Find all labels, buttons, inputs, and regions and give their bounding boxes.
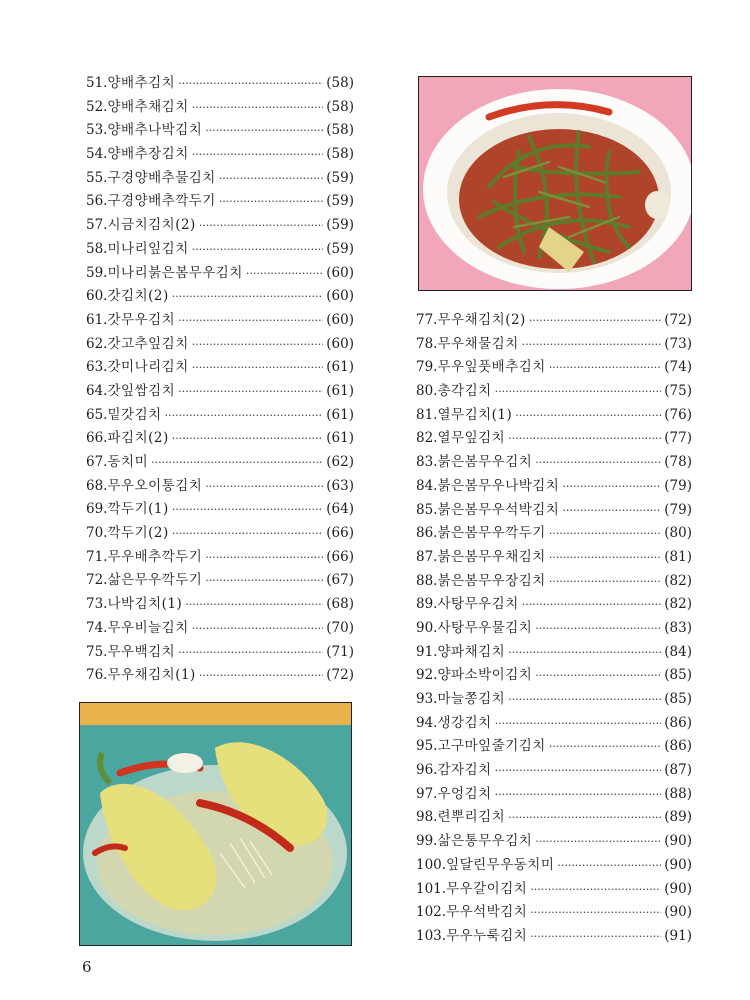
toc-dot-leader (530, 925, 661, 949)
toc-entry-title: 사탕무우물김치 (437, 619, 533, 636)
toc-entry (86, 380, 354, 404)
toc-entry-number: 69. (86, 501, 108, 518)
toc-entry (416, 783, 692, 807)
toc-entry-page: (82) (664, 572, 692, 589)
toc-dot-leader (495, 712, 662, 736)
toc-dot-leader (178, 380, 323, 404)
toc-dot-leader (549, 522, 661, 546)
toc-entry (86, 190, 354, 214)
toc-dot-leader (192, 617, 324, 641)
toc-entry-page: (81) (664, 548, 692, 565)
toc-entry (86, 262, 354, 286)
toc-entry-page: (72) (664, 312, 692, 328)
top-food-photo (418, 76, 692, 291)
toc-entry-title: 무우채물김치 (437, 335, 519, 352)
toc-entry (86, 664, 354, 688)
toc-entry-page: (68) (326, 596, 354, 613)
toc-entry-title: 우엉김치 (437, 785, 492, 802)
toc-entry-page: (84) (664, 643, 692, 660)
toc-entry-title: 구경양배추깍두기 (107, 193, 216, 210)
toc-dot-leader (495, 783, 662, 807)
toc-entry-number: 93. (416, 691, 438, 707)
toc-entry-number: 62. (86, 335, 108, 352)
toc-dot-leader (549, 356, 661, 380)
toc-entry (86, 119, 354, 143)
toc-dot-leader (522, 593, 662, 617)
toc-entry-title: 무우비늘김치 (107, 619, 189, 636)
toc-entry-title: 양배추나박김치 (107, 122, 203, 139)
toc-entry-number: 60. (86, 288, 108, 305)
toc-entry-number: 57. (86, 217, 108, 234)
toc-entry-number: 97. (416, 785, 438, 802)
toc-entry-number: 56. (86, 193, 108, 210)
toc-entry-page: (79) (664, 477, 692, 494)
toc-entry-title: 무우채김치(1) (107, 667, 196, 684)
toc-entry (86, 451, 354, 475)
toc-entry (86, 546, 354, 570)
toc-dot-leader (529, 309, 661, 333)
toc-entry-number: 85. (416, 501, 438, 518)
toc-entry-title: 무우오이통김치 (107, 477, 203, 494)
toc-entry-title: 양파소박이김치 (437, 667, 533, 684)
toc-entry-number: 96. (416, 762, 438, 779)
toc-entry-title: 무우누룩김치 (446, 927, 528, 944)
toc-entry-number: 54. (86, 146, 108, 163)
toc-entry-page: (73) (664, 335, 692, 352)
toc-dot-leader (192, 96, 324, 120)
toc-dot-leader (530, 901, 661, 925)
toc-dot-leader (530, 878, 661, 902)
toc-entry-title: 무우백김치 (107, 643, 176, 660)
toc-entry-number: 100. (416, 856, 447, 873)
toc-dot-leader (192, 238, 324, 262)
toc-entry-number: 64. (86, 382, 108, 399)
toc-entry (416, 380, 692, 404)
toc-entry-title: 고구마잎줄기김치 (437, 738, 546, 755)
toc-entry-number: 51. (86, 75, 108, 91)
toc-entry-page: (64) (326, 501, 354, 518)
toc-entry-title: 양배추채김치 (107, 98, 189, 115)
toc-dot-leader (192, 356, 324, 380)
toc-entry-page: (61) (326, 382, 354, 399)
toc-entry-number: 103. (416, 927, 447, 944)
toc-entry-number: 83. (416, 454, 438, 471)
toc-entry-page: (58) (326, 75, 354, 91)
toc-entry-number: 102. (416, 904, 447, 921)
toc-dot-leader (508, 688, 661, 712)
toc-entry-title: 무우배추깍두기 (107, 548, 203, 565)
toc-entry-page: (67) (326, 572, 354, 589)
toc-column-left (86, 72, 354, 688)
toc-entry-page: (60) (326, 264, 354, 281)
toc-entry-number: 87. (416, 548, 438, 565)
toc-dot-leader (199, 214, 323, 238)
toc-entry-page: (90) (664, 833, 692, 850)
toc-entry (86, 214, 354, 238)
toc-dot-leader (508, 427, 661, 451)
toc-entry-number: 66. (86, 430, 108, 447)
toc-entry-page: (86) (664, 738, 692, 755)
toc-entry-page: (74) (664, 359, 692, 376)
toc-entry (416, 333, 692, 357)
orange-cloth (80, 703, 351, 725)
toc-entry-title: 양파채김치 (437, 643, 506, 660)
toc-entry (86, 333, 354, 357)
toc-entry-number: 82. (416, 430, 438, 447)
toc-dot-leader (535, 617, 661, 641)
toc-entry-number: 95. (416, 738, 438, 755)
toc-entry-page: (80) (664, 525, 692, 542)
toc-entry-title: 갓김치(2) (107, 288, 169, 305)
toc-entry-number: 58. (86, 240, 108, 257)
garlic-slice (167, 753, 203, 773)
toc-entry-title: 동치미 (107, 454, 149, 470)
toc-entry-page: (85) (664, 691, 692, 707)
toc-entry (86, 475, 354, 499)
toc-entry (416, 475, 692, 499)
toc-entry (416, 617, 692, 641)
toc-entry-title: 붉은봄무우장김치 (437, 572, 546, 589)
toc-dot-leader (151, 451, 323, 475)
toc-entry (86, 593, 354, 617)
toc-entry-title: 양배추장김치 (107, 146, 189, 163)
toc-dot-leader (535, 664, 661, 688)
toc-entry-title: 붉은봄무우나박김치 (437, 477, 560, 494)
toc-entry-title: 붉은봄무우김치 (437, 454, 533, 471)
toc-entry-title: 붉은봄무우석박김치 (437, 501, 560, 518)
toc-entry (416, 356, 692, 380)
toc-entry (416, 664, 692, 688)
toc-entry (416, 854, 692, 878)
toc-entry (416, 641, 692, 665)
toc-entry-page: (90) (664, 880, 692, 897)
toc-entry (416, 806, 692, 830)
toc-entry-number: 84. (416, 477, 438, 494)
toc-entry-number: 65. (86, 406, 108, 423)
toc-entry-page: (77) (664, 430, 692, 447)
toc-entry (86, 356, 354, 380)
toc-entry-page: (79) (664, 501, 692, 518)
toc-entry-number: 68. (86, 477, 108, 494)
toc-entry-number: 99. (416, 833, 438, 850)
toc-entry-page: (59) (326, 193, 354, 210)
toc-dot-leader (165, 404, 324, 428)
toc-entry-title: 붉은봄무우깍두기 (437, 525, 546, 542)
toc-dot-leader (535, 451, 661, 475)
toc-dot-leader (562, 475, 661, 499)
toc-entry (416, 688, 692, 712)
toc-dot-leader (172, 427, 324, 451)
toc-entry-title: 무우석박김치 (446, 904, 528, 921)
toc-entry-page: (58) (326, 98, 354, 115)
toc-entry (416, 546, 692, 570)
toc-dot-leader (219, 167, 323, 191)
toc-entry-title: 양배추김치 (107, 75, 176, 91)
toc-entry (86, 238, 354, 262)
toc-entry-number: 86. (416, 525, 438, 542)
toc-entry-title: 갓무우김치 (107, 311, 176, 328)
toc-dot-leader (522, 333, 662, 357)
toc-entry-title: 갓미나리김치 (107, 359, 189, 376)
toc-entry-number: 70. (86, 525, 108, 542)
greens-kimchi-bowl-image (419, 77, 691, 290)
toc-dot-leader (205, 475, 323, 499)
toc-entry (416, 522, 692, 546)
toc-dot-leader (515, 404, 661, 428)
toc-entry (416, 901, 692, 925)
toc-entry-page: (89) (664, 809, 692, 826)
toc-entry-number: 52. (86, 98, 108, 115)
toc-entry-number: 92. (416, 667, 438, 684)
toc-dot-leader (199, 664, 323, 688)
toc-entry-title: 무우채김치(2) (437, 312, 526, 328)
toc-entry (86, 617, 354, 641)
toc-entry-page: (90) (664, 856, 692, 873)
toc-entry-number: 71. (86, 548, 108, 565)
toc-entry-number: 101. (416, 880, 447, 897)
toc-dot-leader (549, 735, 661, 759)
toc-entry (86, 143, 354, 167)
toc-entry-page: (60) (326, 335, 354, 352)
toc-entry-number: 76. (86, 667, 108, 684)
toc-entry (416, 830, 692, 854)
toc-dot-leader (508, 641, 661, 665)
toc-entry (416, 427, 692, 451)
toc-dot-leader (219, 190, 323, 214)
toc-entry (416, 878, 692, 902)
toc-dot-leader (535, 830, 661, 854)
toc-entry-number: 55. (86, 169, 108, 186)
toc-entry-page: (78) (664, 454, 692, 471)
toc-entry-number: 98. (416, 809, 438, 826)
toc-entry-title: 열무잎김치 (437, 430, 506, 447)
toc-dot-leader (178, 641, 323, 665)
toc-entry-number: 94. (416, 714, 438, 731)
toc-entry-page: (88) (664, 785, 692, 802)
toc-entry-title: 련뿌리김치 (437, 809, 506, 826)
toc-entry-title: 미나리잎김치 (107, 240, 189, 257)
toc-entry-number: 90. (416, 619, 438, 636)
toc-entry (416, 451, 692, 475)
toc-entry-page: (82) (664, 596, 692, 613)
toc-dot-leader (178, 309, 323, 333)
toc-entry-page: (87) (664, 762, 692, 779)
toc-dot-leader (549, 546, 661, 570)
toc-entry-page: (59) (326, 217, 354, 234)
toc-dot-leader (205, 569, 323, 593)
toc-column-right (416, 309, 692, 949)
toc-entry-number: 53. (86, 122, 108, 139)
toc-entry-number: 67. (86, 454, 108, 470)
toc-entry-page: (91) (664, 927, 692, 944)
toc-entry (416, 712, 692, 736)
toc-entry-number: 59. (86, 264, 108, 281)
toc-entry (86, 427, 354, 451)
toc-entry-page: (61) (326, 430, 354, 447)
toc-dot-leader (185, 593, 323, 617)
toc-entry-page: (59) (326, 240, 354, 257)
toc-entry-number: 75. (86, 643, 108, 660)
toc-dot-leader (495, 759, 662, 783)
toc-entry (86, 404, 354, 428)
toc-entry (416, 735, 692, 759)
toc-entry (86, 498, 354, 522)
toc-entry-title: 감자김치 (437, 762, 492, 779)
toc-entry-number: 89. (416, 596, 438, 613)
toc-entry (86, 96, 354, 120)
toc-entry-title: 생강김치 (437, 714, 492, 731)
toc-dot-leader (172, 498, 324, 522)
toc-dot-leader (495, 380, 662, 404)
toc-entry-title: 미나리붉은봄무우김치 (107, 264, 243, 281)
toc-entry (416, 309, 692, 333)
toc-entry-number: 72. (86, 572, 108, 589)
toc-entry-title: 붉은봄무우채김치 (437, 548, 546, 565)
toc-entry-title: 갓고추잎김치 (107, 335, 189, 352)
garlic-clove (645, 191, 669, 219)
toc-entry-page: (66) (326, 525, 354, 542)
toc-entry-title: 총각김치 (437, 383, 492, 400)
toc-entry (86, 569, 354, 593)
toc-entry-page: (61) (326, 359, 354, 376)
toc-entry (416, 570, 692, 594)
bottom-food-photo (79, 702, 352, 946)
toc-entry-title: 갓잎쌈김치 (107, 382, 176, 399)
toc-dot-leader (549, 570, 661, 594)
toc-entry (86, 285, 354, 309)
toc-entry-page: (62) (326, 454, 354, 470)
toc-dot-leader (205, 119, 323, 143)
toc-entry-page: (58) (326, 146, 354, 163)
page-number: 6 (82, 958, 92, 976)
toc-entry-title: 나박김치(1) (107, 596, 183, 613)
toc-entry (416, 499, 692, 523)
toc-entry-number: 63. (86, 359, 108, 376)
toc-entry-page: (71) (326, 643, 354, 660)
toc-dot-leader (246, 262, 323, 286)
toc-entry-title: 삶은무우깍두기 (107, 572, 203, 589)
toc-entry-page: (76) (664, 406, 692, 423)
toc-entry-page: (59) (326, 169, 354, 186)
toc-entry-number: 80. (416, 383, 438, 400)
toc-entry-title: 구경양배추물김치 (107, 169, 216, 186)
toc-entry (416, 759, 692, 783)
toc-entry-page: (60) (326, 311, 354, 328)
toc-entry (86, 167, 354, 191)
toc-entry-page: (75) (664, 383, 692, 400)
toc-entry-page: (58) (326, 122, 354, 139)
toc-entry-title: 시금치김치(2) (107, 217, 196, 234)
toc-entry (86, 641, 354, 665)
toc-entry-page: (70) (326, 619, 354, 636)
toc-entry-number: 91. (416, 643, 438, 660)
toc-entry-page: (90) (664, 904, 692, 921)
toc-entry-title: 무우갈이김치 (446, 880, 528, 897)
toc-entry-title: 밑갓김치 (107, 406, 162, 423)
toc-dot-leader (192, 333, 324, 357)
toc-entry-page: (60) (326, 288, 354, 305)
toc-entry-page: (72) (326, 667, 354, 684)
toc-entry-page: (61) (326, 406, 354, 423)
toc-entry-number: 73. (86, 596, 108, 613)
toc-entry-number: 61. (86, 311, 108, 328)
toc-entry-title: 파김치(2) (107, 430, 169, 447)
toc-dot-leader (192, 143, 324, 167)
toc-entry (86, 72, 354, 96)
toc-entry-title: 삶은통무우김치 (437, 833, 533, 850)
toc-entry (416, 593, 692, 617)
toc-entry (416, 925, 692, 949)
toc-dot-leader (172, 522, 324, 546)
toc-entry-page: (85) (664, 667, 692, 684)
toc-entry-number: 88. (416, 572, 438, 589)
toc-entry (416, 404, 692, 428)
toc-entry-title: 사탕무우김치 (437, 596, 519, 613)
toc-dot-leader (178, 72, 323, 96)
toc-entry-number: 81. (416, 406, 438, 423)
toc-dot-leader (172, 285, 324, 309)
toc-dot-leader (557, 854, 661, 878)
toc-entry (86, 309, 354, 333)
toc-entry-title: 무우잎풋배추김치 (437, 359, 546, 376)
toc-entry-number: 74. (86, 619, 108, 636)
toc-entry-title: 마늘쫑김치 (437, 691, 506, 707)
toc-entry-title: 깍두기(2) (107, 525, 169, 542)
toc-entry-title: 잎달린무우동치미 (446, 856, 555, 873)
radish-water-kimchi-image (80, 703, 351, 945)
toc-entry-title: 깍두기(1) (107, 501, 169, 518)
toc-entry-title: 열무김치(1) (437, 406, 513, 423)
toc-dot-leader (562, 499, 661, 523)
toc-dot-leader (508, 806, 661, 830)
toc-entry-number: 79. (416, 359, 438, 376)
toc-entry-number: 78. (416, 335, 438, 352)
toc-dot-leader (205, 546, 323, 570)
toc-entry-page: (63) (326, 477, 354, 494)
toc-entry-number: 77. (416, 312, 438, 328)
toc-entry-page: (86) (664, 714, 692, 731)
toc-entry-page: (66) (326, 548, 354, 565)
toc-entry (86, 522, 354, 546)
toc-entry-page: (83) (664, 619, 692, 636)
